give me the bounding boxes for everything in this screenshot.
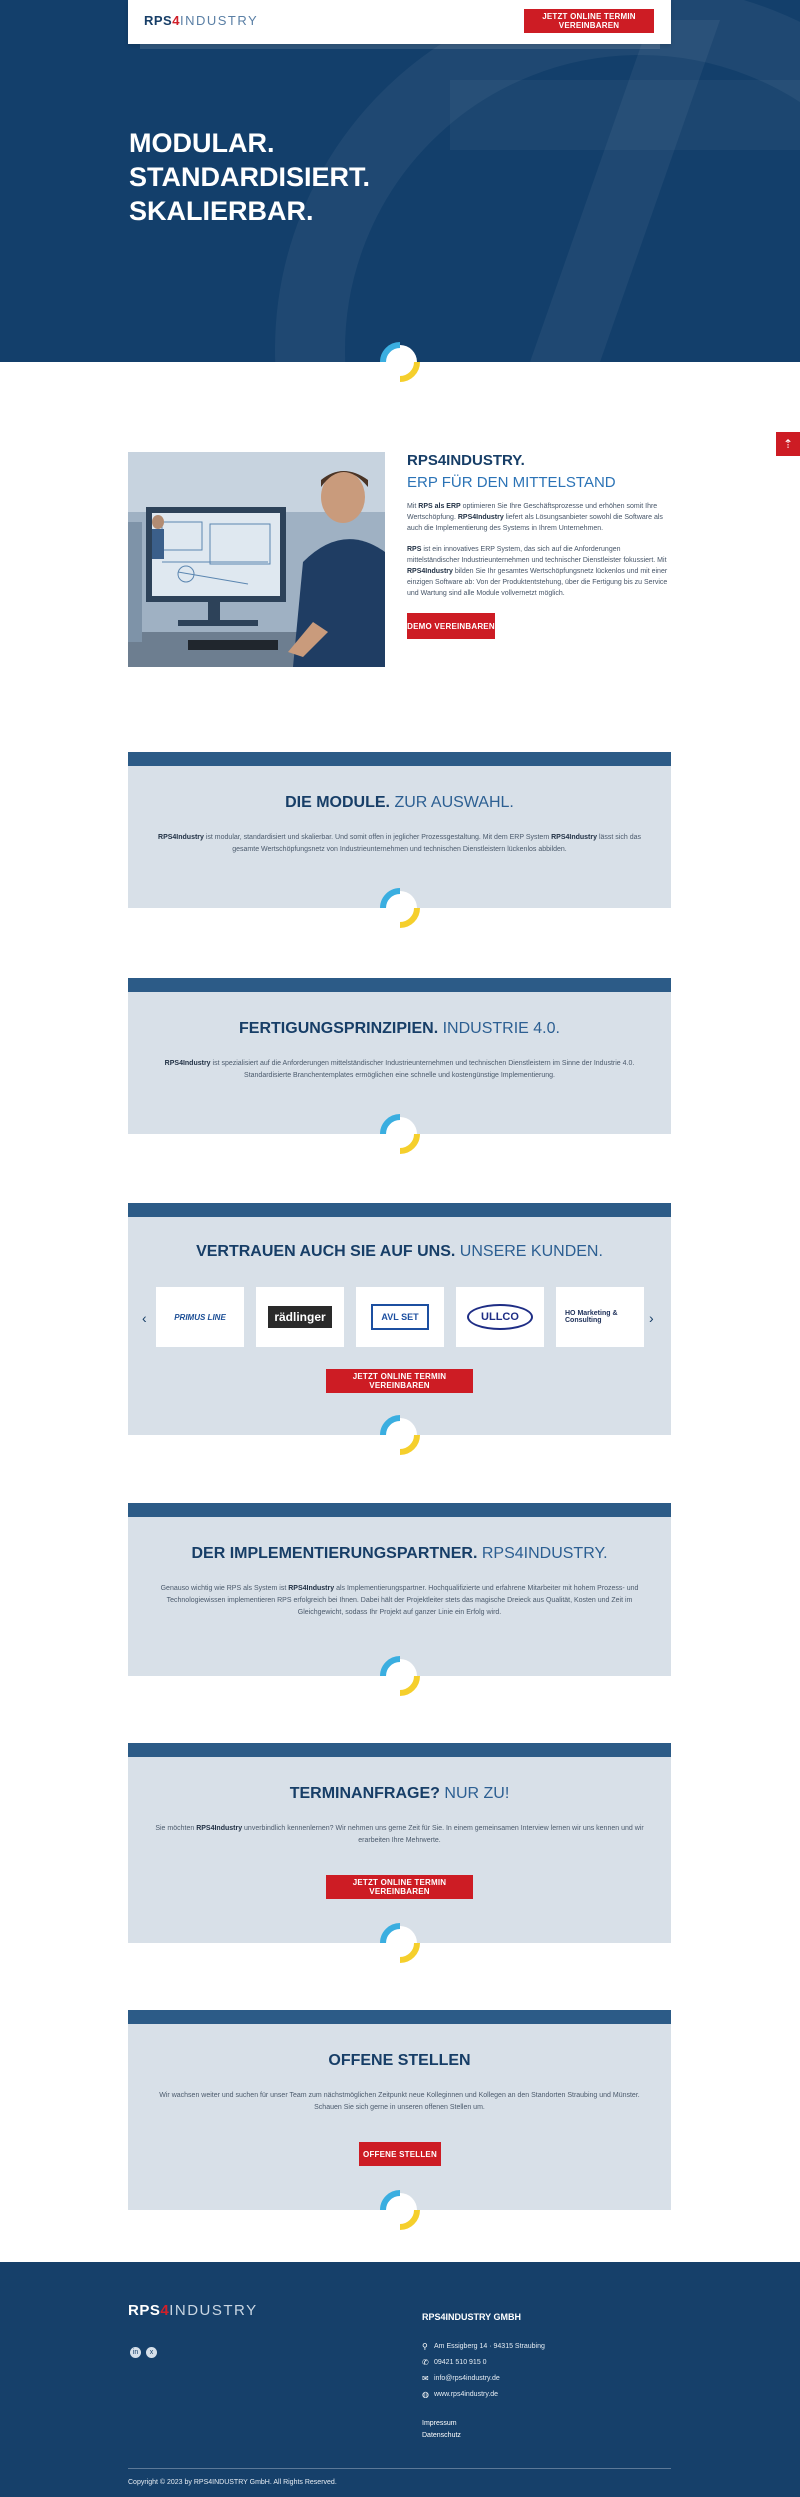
principles-section [128, 978, 671, 1134]
carousel-prev-arrow-icon[interactable]: ‹ [142, 1310, 147, 1326]
top-navigation-bar [128, 0, 671, 44]
scroll-to-top-button[interactable]: ⇡ [776, 432, 800, 456]
appointment-button[interactable]: JETZT ONLINE TERMIN VEREINBAREN [326, 1875, 473, 1899]
appointment-section [128, 1743, 671, 1943]
demo-button[interactable]: DEMO VEREINBAREN [407, 613, 495, 639]
customer-logo-primus-line[interactable]: PRIMUS LINE [156, 1287, 244, 1347]
footer-copyright: Copyright © 2023 by RPS4INDUSTRY GmbH. All Rights Reserved. [128, 2479, 337, 2486]
customer-logo-ullco[interactable]: ULLCO [456, 1287, 544, 1347]
intro-paragraph-1: Mit RPS als ERP optimieren Sie Ihre Geschäftsprozesse und erhöhen somit Ihre Wertschöpfung. RPS4Industry liefert als Lösungsanbieter sowohl die Software als auch die Implementierung des Systems in Ihrem Unternehmen. [407, 503, 663, 532]
footer-contact-list [422, 2338, 622, 2402]
intro-subtitle: ERP FÜR DEN MITTELSTAND [407, 474, 616, 491]
loader-ring-icon [378, 886, 422, 930]
loader-ring-icon [378, 1112, 422, 1156]
appointment-text: Sie möchten RPS4Industry unverbindlich kennenlernen? Wir nehmen uns gerne Zeit für Sie. In einem gemeinsamen Interview lernen wir uns kennen und wir erarbeiten Ihre Mehrwerte. [155, 1825, 644, 1844]
customer-logo-carousel [156, 1287, 643, 1347]
footer-company-name: RPS4INDUSTRY GMBH [422, 2312, 522, 2322]
intro-title: RPS4INDUSTRY. [407, 452, 525, 469]
customer-logo-avl-set[interactable]: AVL SET [356, 1287, 444, 1347]
principles-text: RPS4Industry ist spezialisiert auf die Anforderungen mittelständischer Industrieunternehmen und technischen Dienstleistern im Sinne der Industrie 4.0. Standardisierte Branchentemplates ermöglichen eine schnelle und kostengünstige Implementierung. [164, 1060, 635, 1079]
loader-ring-icon [378, 2188, 422, 2232]
linkedin-icon[interactable]: in [130, 2347, 141, 2358]
footer-divider [128, 2468, 671, 2469]
partner-section [128, 1503, 671, 1676]
jobs-section [128, 2010, 671, 2210]
datenschutz-link[interactable]: Datenschutz [422, 2432, 461, 2439]
impressum-link[interactable]: Impressum [422, 2420, 457, 2427]
modules-title: DIE MODULE. ZUR AUSWAHL. [285, 794, 514, 811]
footer-website[interactable]: ◍ www.rps4industry.de [422, 2389, 499, 2399]
book-appointment-button[interactable]: JETZT ONLINE TERMIN VEREINBAREN [524, 9, 654, 33]
footer-address: ⚲ Am Essigberg 14 · 94315 Straubing [422, 2341, 545, 2351]
partner-title: DER IMPLEMENTIERUNGSPARTNER. RPS4INDUSTRY. [191, 1545, 608, 1562]
footer-legal-links [422, 2418, 461, 2442]
jobs-title: OFFENE STELLEN [328, 2052, 471, 2069]
appointment-title: TERMINANFRAGE? NUR ZU! [289, 1785, 510, 1802]
customer-logo-raedlinger[interactable]: rädlinger [256, 1287, 344, 1347]
customers-appointment-button[interactable]: JETZT ONLINE TERMIN VEREINBAREN [326, 1369, 473, 1393]
principles-title: FERTIGUNGSPRINZIPIEN. INDUSTRIE 4.0. [239, 1020, 560, 1037]
carousel-next-arrow-icon[interactable]: › [649, 1310, 654, 1326]
intro-text-block [407, 452, 672, 639]
hero-section [0, 0, 800, 362]
jobs-text: Wir wachsen weiter und suchen für unser Team zum nächstmöglichen Zeitpunkt neue Kolleginnen und Kollegen an den Standorten Straubing und Münster. Schauen Sie sich gerne in unseren offenen Stellen um. [159, 2092, 640, 2111]
intro-image [128, 452, 385, 667]
loader-ring-icon [378, 1413, 422, 1457]
loader-ring-icon [378, 1921, 422, 1965]
footer-logo[interactable]: RPS 4 INDUSTRY [128, 2302, 258, 2319]
engineer-at-computer-image [128, 452, 385, 667]
loader-ring-icon [378, 340, 422, 384]
footer-phone[interactable]: ✆ 09421 510 915 0 [422, 2357, 487, 2367]
topbar-underlay [140, 44, 660, 49]
loader-ring-icon [378, 1654, 422, 1698]
partner-text: Genauso wichtig wie RPS als System ist RPS4Industry als Implementierungspartner. Hochqualifizierte und erfahrene Mitarbeiter mit hohem Prozess- und Technologiewissen implementieren RPS erfolgreich bei Ihnen. Dabei hält der Projektleiter stets das magische Dreieck aus Qualität, Kosten und Zeit im Gleichgewicht, sodass Ihr Projekt auf ganzer Linie ein Erfolg wird. [160, 1585, 639, 1616]
site-footer [0, 2262, 800, 2497]
open-positions-button[interactable]: OFFENE STELLEN [359, 2142, 441, 2166]
globe-icon: ◍ [422, 2389, 429, 2399]
modules-text: RPS4Industry ist modular, standardisiert und skalierbar. Und somit offen in jeglicher Prozessgestaltung. Mit dem ERP System RPS4Industry lässt sich das gesamte Wertschöpfungsnetz von Industrieunternehmen und technischen Dienstleistern lückenlos abbilden. [158, 834, 641, 853]
customers-title: VERTRAUEN AUCH SIE AUF UNS. UNSERE KUNDEN. [196, 1243, 603, 1260]
xing-icon[interactable]: x [146, 2347, 157, 2358]
footer-email[interactable]: ✉ info@rps4industry.de [422, 2373, 500, 2383]
intro-paragraph-2: RPS ist ein innovatives ERP System, das sich auf die Anforderungen mittelständischer Industrieunternehmen und technischer Dienstleister fokussiert. Mit RPS4Industry bilden Sie Ihr gesamtes Wertschöpfungsnetz lückenlos und mit einer einzigen Software ab: Von der Produktentstehung, über die Fertigung bis zu Service und Wartung sind alle Module vollvernetzt möglich. [407, 546, 668, 597]
phone-icon: ✆ [422, 2357, 429, 2367]
mail-icon: ✉ [422, 2373, 429, 2383]
customers-section [128, 1203, 671, 1435]
modules-section [128, 752, 671, 908]
location-pin-icon: ⚲ [422, 2341, 428, 2351]
site-logo[interactable]: RPS 4 INDUSTRY [144, 13, 259, 28]
customer-logo-ho-marketing[interactable]: HO Marketing & Consulting [556, 1287, 644, 1347]
hero-headline: MODULAR. STANDARDISIERT. SKALIERBAR. [129, 128, 371, 226]
